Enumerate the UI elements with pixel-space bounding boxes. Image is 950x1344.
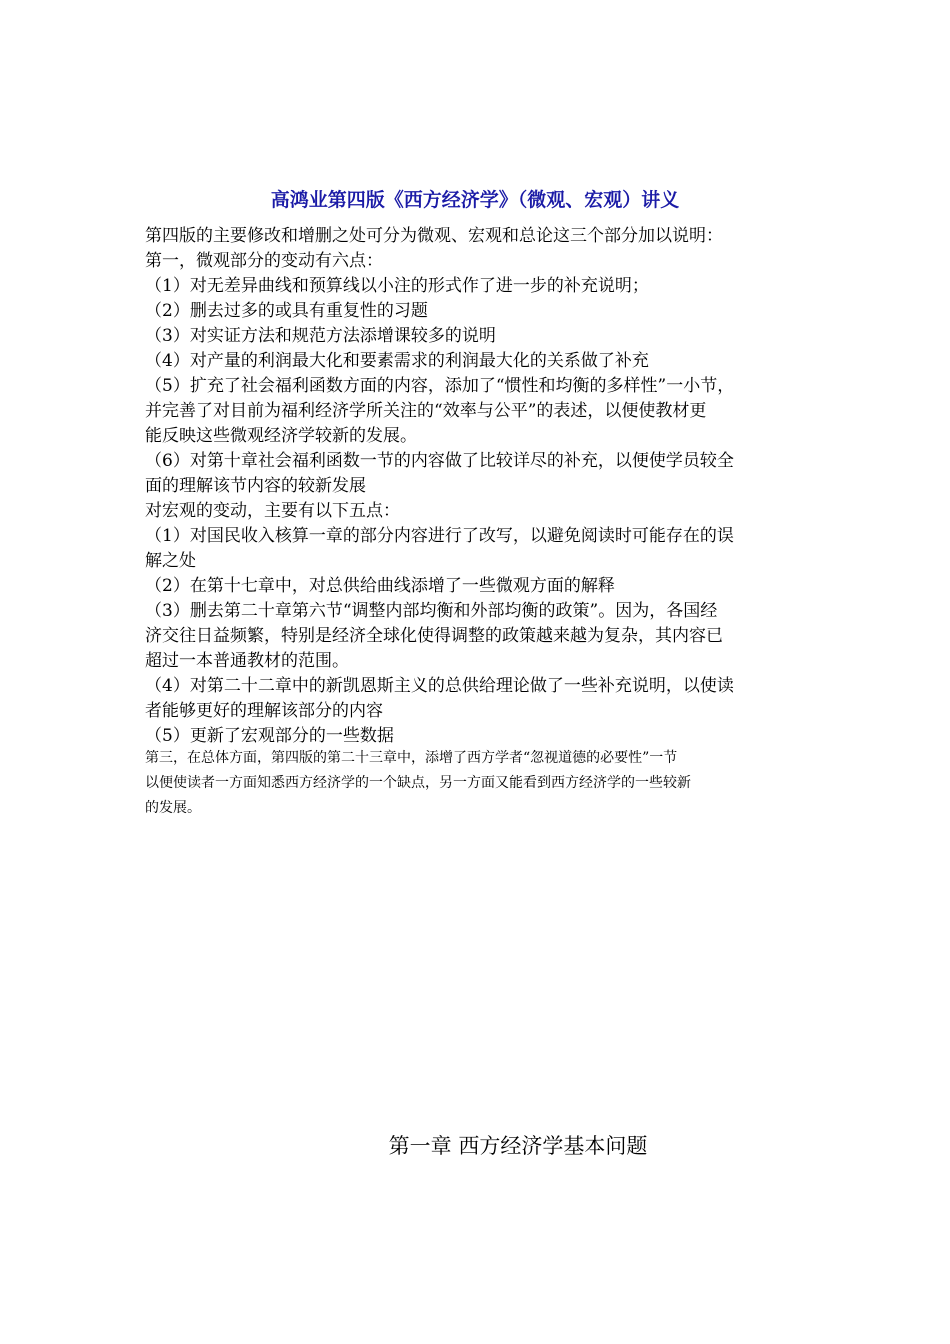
paragraph-line: （5）更新了宏观部分的一些数据 bbox=[145, 726, 394, 746]
paragraph-line: 能反映这些微观经济学较新的发展。 bbox=[145, 426, 417, 446]
paragraph-line: （4）对产量的利润最大化和要素需求的利润最大化的关系做了补充 bbox=[145, 351, 649, 371]
small-paragraph-line: 的发展。 bbox=[145, 800, 201, 816]
paragraph-line: （4）对第二十二章中的新凯恩斯主义的总供给理论做了一些补充说明，以使读 bbox=[145, 676, 734, 696]
paragraph-line: （2）删去过多的或具有重复性的习题 bbox=[145, 301, 428, 321]
paragraph-line: 对宏观的变动，主要有以下五点： bbox=[145, 501, 400, 521]
paragraph-line: （1）对国民收入核算一章的部分内容进行了改写，以避免阅读时可能存在的误 bbox=[145, 526, 734, 546]
small-paragraph-line: 以便使读者一方面知悉西方经济学的一个缺点，另一方面又能看到西方经济学的一些较新 bbox=[145, 775, 691, 791]
paragraph-line: 济交往日益频繁，特别是经济全球化使得调整的政策越来越为复杂，其内容已 bbox=[145, 626, 723, 646]
paragraph-line: 第一，微观部分的变动有六点： bbox=[145, 251, 383, 271]
paragraph-line: 解之处 bbox=[145, 551, 196, 571]
paragraph-line: 超过一本普通教材的范围。 bbox=[145, 651, 349, 671]
paragraph-line: 第四版的主要修改和增删之处可分为微观、宏观和总论这三个部分加以说明： bbox=[145, 226, 723, 246]
paragraph-line: （5）扩充了社会福利函数方面的内容，添加了“惯性和均衡的多样性”一小节， bbox=[145, 376, 735, 396]
paragraph-line: （3）对实证方法和规范方法添增课较多的说明 bbox=[145, 326, 496, 346]
paragraph-line: 并完善了对目前为福利经济学所关注的“效率与公平”的表述，以便使教材更 bbox=[145, 401, 707, 421]
paragraph-line: （6）对第十章社会福利函数一节的内容做了比较详尽的补充，以便使学员较全 bbox=[145, 451, 734, 471]
paragraph-line: 者能够更好的理解该部分的内容 bbox=[145, 701, 383, 721]
paragraph-line: （1）对无差异曲线和预算线以小注的形式作了进一步的补充说明； bbox=[145, 276, 649, 296]
small-paragraph-line: 第三，在总体方面，第四版的第二十三章中，添增了西方学者“忽视道德的必要性”一节 bbox=[145, 750, 678, 766]
paragraph-line: （3）删去第二十章第六节“调整内部均衡和外部均衡的政策”。因为，各国经 bbox=[145, 601, 718, 621]
chapter-heading: 第一章 西方经济学基本问题 bbox=[388, 1134, 648, 1158]
overall-section-text bbox=[145, 746, 815, 821]
document-title: 高鸿业第四版《西方经济学》（微观、宏观）讲义 bbox=[270, 189, 680, 211]
body-text bbox=[145, 224, 815, 749]
paragraph-line: 面的理解该节内容的较新发展 bbox=[145, 476, 366, 496]
paragraph-line: （2）在第十七章中，对总供给曲线添增了一些微观方面的解释 bbox=[145, 576, 615, 596]
